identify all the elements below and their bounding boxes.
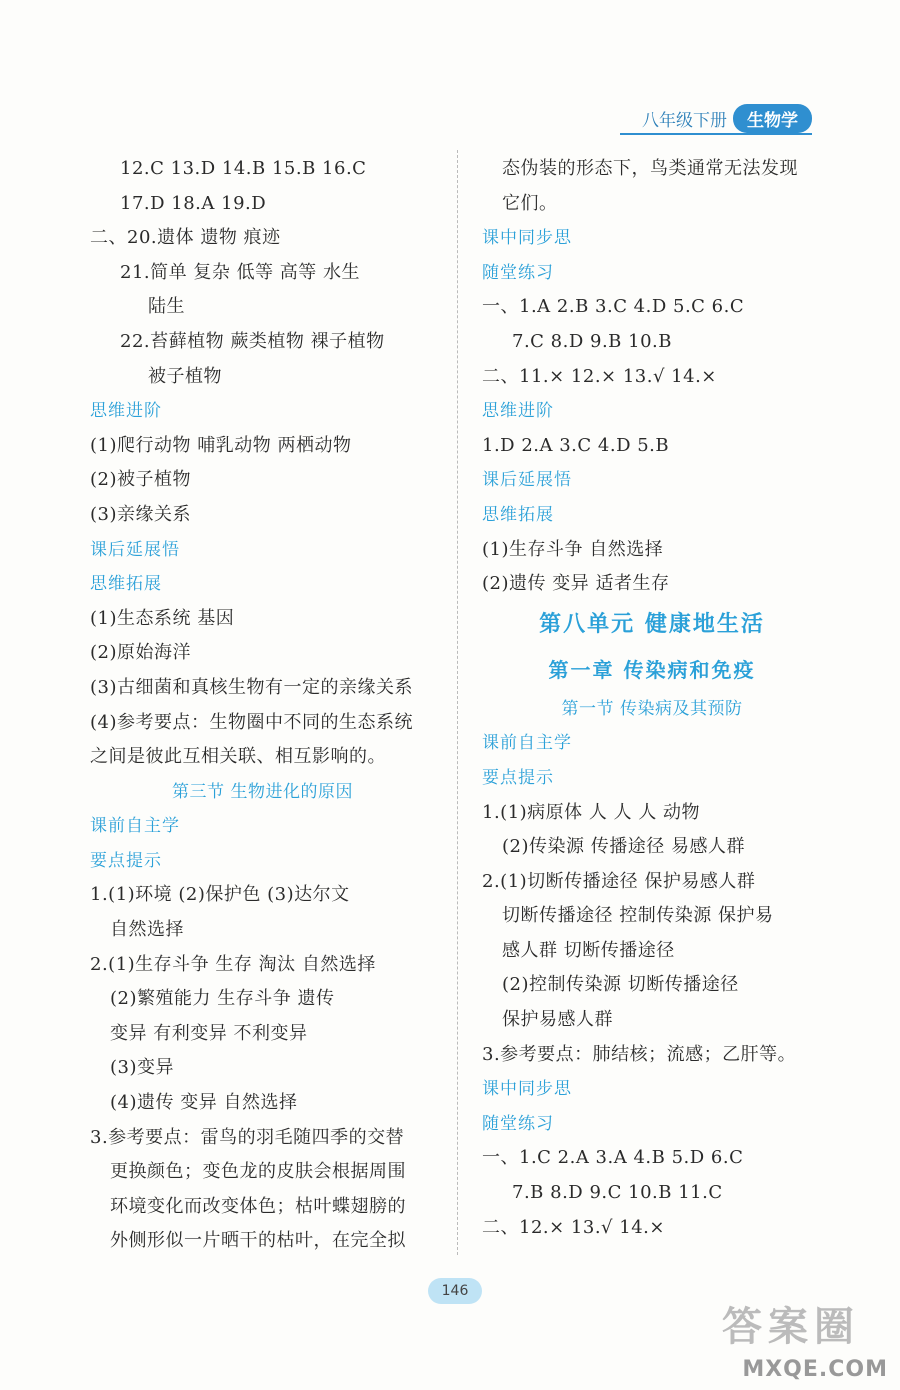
answer-line: 21.简单 复杂 低等 高等 水生 [120,261,361,283]
section-label: 课前自主学 [482,733,572,754]
answer-line: 1.D 2.A 3.C 4.D 5.B [482,434,670,456]
section-label: 课后延展悟 [90,539,180,560]
left-column [90,152,435,1259]
answer-line: 3.参考要点：肺结核；流感；乙肝等。 [482,1043,797,1065]
header-rule [620,133,812,135]
answer-line: 之间是彼此互相关联、相互影响的。 [90,746,386,768]
right-column [482,152,822,1245]
section-label: 课前自主学 [90,816,180,837]
answer-line: (2)原始海洋 [90,642,191,664]
answer-line: 它们。 [502,192,558,214]
answer-line: 3.参考要点：雷鸟的羽毛随四季的交替 [90,1126,405,1148]
answer-line: 22.苔藓植物 蕨类植物 裸子植物 [120,330,385,352]
answer-line: (1)生存斗争 自然选择 [482,538,664,560]
answer-line: 17.D 18.A 19.D [120,192,267,214]
answer-line: 二、20.遗体 遗物 痕迹 [90,227,281,249]
page-header [642,104,812,132]
watermark-url: MXQE.COM [742,1357,888,1382]
answer-line: 陆生 [148,296,185,318]
answer-line: (3)变异 [110,1057,174,1079]
answer-line: 环境变化而改变体色；枯叶蝶翅膀的 [110,1195,406,1217]
section-label: 课后延展悟 [482,470,572,491]
section-label: 要点提示 [482,767,554,788]
answer-line: 自然选择 [110,919,184,941]
answer-line: 态伪装的形态下，鸟类通常无法发现 [502,158,798,179]
section-label: 课中同步思 [482,228,572,249]
answer-line: 一、1.A 2.B 3.C 4.D 5.C 6.C [482,296,745,318]
answer-line: 2.(1)切断传播途径 保护易感人群 [482,870,756,892]
header-grade: 八年级下册 [642,110,727,131]
answer-line: (3)古细菌和真核生物有一定的亲缘关系 [90,676,413,698]
column-divider [457,150,458,1255]
answer-line: 2.(1)生存斗争 生存 淘汰 自然选择 [90,953,376,975]
section-label: 思维拓展 [90,574,162,595]
page-number: 146 [428,1278,482,1304]
section-label: 思维进阶 [90,401,162,422]
answer-line: 保护易感人群 [502,1009,613,1031]
section-label: 随堂练习 [482,1113,554,1134]
answer-line: (1)生态系统 基因 [90,607,235,629]
section-label: 课中同步思 [482,1079,572,1100]
answer-line: 变异 有利变异 不利变异 [110,1022,308,1044]
answer-line: 一、1.C 2.A 3.A 4.B 5.D 6.C [482,1147,744,1169]
section-label: 随堂练习 [482,262,554,283]
unit-heading: 第八单元 健康地生活 [539,611,765,637]
section-heading: 第三节 生物进化的原因 [172,781,353,802]
answer-line: (2)传染源 传播途径 易感人群 [502,836,745,858]
section-label: 思维进阶 [482,401,554,422]
answer-line: (1)爬行动物 哺乳动物 两栖动物 [90,434,352,456]
answer-line: 1.(1)病原体 人 人 人 动物 [482,801,701,823]
answer-line: (2)被子植物 [90,469,191,491]
answer-line: 外侧形似一片晒干的枯叶，在完全拟 [110,1230,406,1252]
answer-line: 被子植物 [148,365,222,387]
section-label: 思维拓展 [482,504,554,525]
answer-line: 感人群 切断传播途径 [502,939,675,961]
answer-line: (2)控制传染源 切断传播途径 [502,974,739,996]
watermark-logo: 答案圈 [722,1304,860,1350]
answer-line: (4)参考要点：生物圈中不同的生态系统 [90,711,413,733]
answer-line: 二、11.× 12.× 13.√ 14.× [482,365,717,387]
answer-line: (4)遗传 变异 自然选择 [110,1092,298,1114]
answer-line: 12.C 13.D 14.B 15.B 16.C [120,158,367,179]
header-subject-badge: 生物学 [733,104,812,133]
answer-line: 切断传播途径 控制传染源 保护易 [502,905,774,927]
answer-line: (2)繁殖能力 生存斗争 遗传 [110,988,335,1010]
answer-line: 1.(1)环境 (2)保护色 (3)达尔文 [90,884,350,906]
section-label: 要点提示 [90,850,162,871]
answer-line: 二、12.× 13.√ 14.× [482,1216,665,1238]
answer-line: 7.B 8.D 9.C 10.B 11.C [512,1182,723,1204]
answer-line: 7.C 8.D 9.B 10.B [512,330,672,352]
chapter-heading: 第一章 传染病和免疫 [548,657,756,682]
section-heading: 第一节 传染病及其预防 [561,698,743,719]
answer-line: (2)遗传 变异 适者生存 [482,573,670,595]
answer-line: (3)亲缘关系 [90,503,191,525]
answer-line: 更换颜色；变色龙的皮肤会根据周围 [110,1161,406,1183]
